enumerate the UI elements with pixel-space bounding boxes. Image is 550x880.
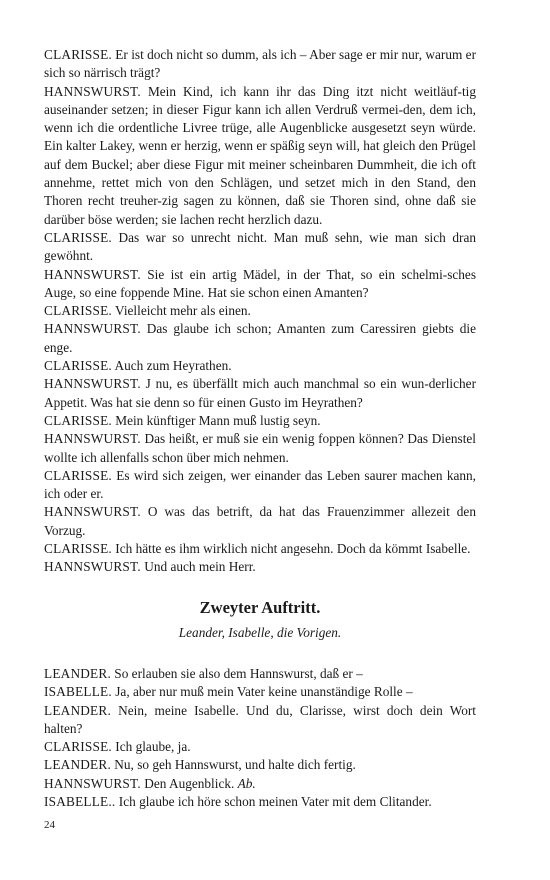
speech-text: Es wird sich zeigen, wer einander das Leben saurer machen kann, ich oder er. — [44, 467, 476, 502]
speaker-name: HANNSWURST. — [44, 775, 141, 791]
speech-text: Ich glaube ich höre schon meinen Vater mit dem Clitander. — [118, 793, 432, 809]
speaker-name: CLARISSE. — [44, 47, 112, 62]
speech-text: Sie ist ein artig Mädel, in der That, so ein schelmi-sches Auge, so eine foppende Mine. Hat sie schon einen Amanten? — [44, 266, 476, 300]
dialogue-line — [44, 702, 476, 739]
speech-text: Das heißt, er muß sie ein wenig foppen können? Das Dienstel wollte ich allenfalls schon über mich nehmen. — [44, 431, 477, 465]
page-text — [44, 46, 476, 811]
speech-text: Den Augenblick. — [144, 775, 235, 791]
speech-text: Er ist doch nicht so dumm, als ich – Aber sage er mir nur, warum er sich so närrisch trägt? — [44, 47, 476, 81]
speaker-name: CLARISSE. — [44, 229, 112, 245]
speaker-name: HANNSWURST. — [44, 431, 141, 447]
speaker-name: CLARISSE. — [44, 303, 112, 319]
dialogue-line — [44, 430, 476, 467]
dialogue-line — [44, 302, 476, 320]
speaker-name: HANNSWURST. — [44, 83, 141, 99]
dialogue-line — [44, 775, 476, 793]
dialogue-line — [44, 229, 476, 266]
speaker-name: ISABELLE. — [44, 684, 112, 700]
speaker-name: CLARISSE. — [44, 467, 112, 483]
dialogue-line — [44, 412, 476, 430]
speaker-name: HANNSWURST. — [44, 504, 141, 520]
speech-text: O was das betrift, da hat das Frauenzimmer allezeit den Vorzug. — [44, 504, 476, 538]
speech-text: J nu, es überfällt mich auch manchmal so ein wun-derlicher Appetit. Was hat sie denn so für einen Gusto im Heyrathen? — [44, 376, 476, 410]
dialogue-line — [44, 756, 476, 774]
speaker-name: CLARISSE. — [44, 739, 112, 755]
speaker-name: CLARISSE. — [44, 412, 112, 428]
speech-text: Vielleicht mehr als einen. — [115, 303, 251, 319]
speaker-name: HANNSWURST. — [44, 559, 141, 575]
stage-direction: Leander, Isabelle, die Vorigen. — [178, 624, 342, 640]
dialogue-line — [44, 467, 476, 504]
speaker-name: HANNSWURST. — [44, 376, 141, 392]
speaker-name: HANNSWURST. — [44, 321, 141, 337]
speaker-name: CLARISSE. — [44, 358, 112, 374]
dialogue-block-after — [44, 665, 476, 811]
speech-text: Ja, aber nur muß mein Vater keine unanständige Rolle – — [115, 684, 413, 700]
speech-text: Ich glaube, ja. — [115, 739, 191, 755]
page-number: 24 — [44, 819, 55, 831]
dialogue-line — [44, 683, 476, 701]
dialogue-line — [44, 503, 476, 540]
dialogue-line — [44, 83, 476, 229]
speaker-name: LEANDER. — [44, 702, 111, 718]
speech-text: Mein künftiger Mann muß lustig seyn. — [115, 412, 321, 428]
dialogue-line — [44, 46, 476, 83]
speech-text: Mein Kind, ich kann ihr das Ding itzt nicht weitläuf-tig auseinander setzen; in dieser Figur kann ich allen Verdruß vermei-den, dem ich, wenn ich die ordentliche Livree trüge, alle Augenblicke ausgesetzt seyn würde. Ein kalter Lakey, wenn er herzig, wenn er späßig seyn will, hat gleich den Prügel auf dem Buckel; aber diese Figur mit meiner scheinbaren Dummheit, die ich oft annehme, rettet mich von den Schlägen, und setzet mich in den Stand, den Thoren recht treuher-zig sagen zu können, daß sie Thoren sind, ohne daß sie darüber böse werden; sie lachen recht herzlich dazu. — [44, 83, 477, 227]
dialogue-line — [44, 266, 476, 303]
dialogue-block-before — [44, 46, 476, 577]
scene-title: Zweyter Auftritt. — [199, 597, 321, 617]
speaker-name: LEANDER. — [44, 665, 111, 681]
inline-stage-direction: Ab. — [237, 775, 256, 791]
speech-text: So erlauben sie also dem Hannswurst, daß er – — [114, 665, 363, 681]
speech-text: Auch zum Heyrathen. — [114, 358, 232, 374]
dialogue-line — [44, 558, 476, 576]
speech-text: Ich hätte es ihm wirklich nicht angesehn. Doch da kömmt Isabelle. — [115, 541, 471, 557]
speech-text: Nein, meine Isabelle. Und du, Clarisse, wirst doch dein Wort halten? — [44, 702, 477, 736]
speaker-name: LEANDER. — [44, 757, 111, 773]
dialogue-line — [44, 375, 476, 412]
speaker-name: ISABELLE.. — [44, 793, 116, 809]
dialogue-line — [44, 665, 476, 683]
speech-text: Das glaube ich schon; Amanten zum Caressiren giebts die enge. — [44, 321, 476, 355]
dialogue-line — [44, 793, 476, 811]
speaker-name: CLARISSE. — [44, 541, 112, 557]
speaker-name: HANNSWURST. — [44, 266, 141, 282]
speech-text: Nu, so geh Hannswurst, und halte dich fertig. — [114, 757, 356, 773]
speech-text: Und auch mein Herr. — [144, 559, 256, 575]
dialogue-line — [44, 540, 476, 558]
dialogue-line — [44, 738, 476, 756]
dialogue-line — [44, 320, 476, 357]
speech-text: Das war so unrecht nicht. Man muß sehn, wie man sich dran gewöhnt. — [44, 229, 476, 264]
dialogue-line — [44, 357, 476, 375]
